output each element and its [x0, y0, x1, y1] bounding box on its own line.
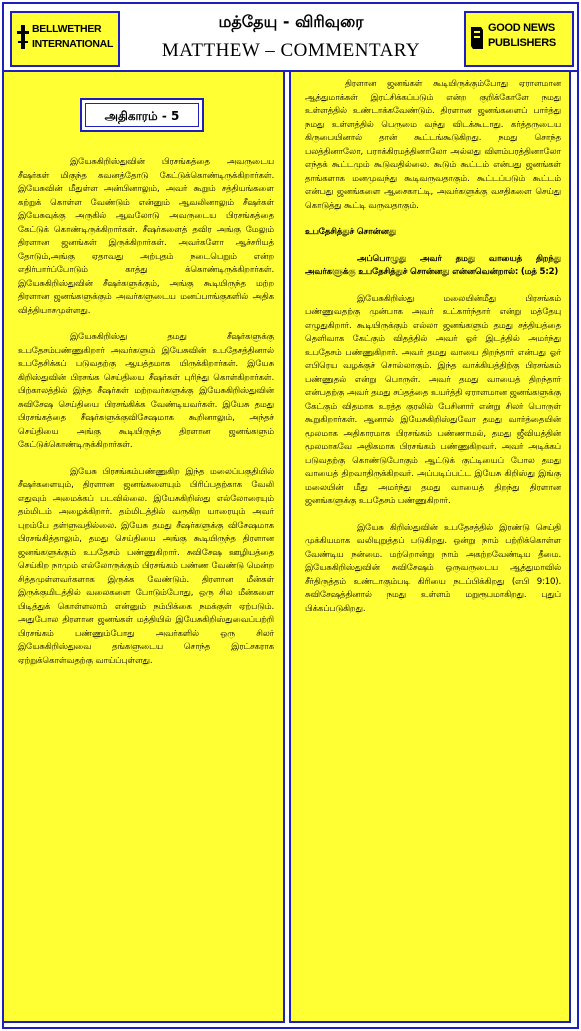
- good-news-logo-text: GOOD NEWS PUBLISHERS: [488, 22, 556, 49]
- left-column: [2, 70, 285, 1023]
- left-column-text: [18, 156, 274, 681]
- paragraph: திரளான ஜனங்கள் கூடியிருக்கும்போது ஏராளமான ஆத்துமாக்கள் இரட்சிக்கப்படும் என்ற குறிக்கோளே நமது உள்ளத்தில் உண்டாக்கவேண்டும். திரளான ஜனங்களைப் பார்த்து நமது உள்ளத்தில் பெருமை வந்து விடக்கூடாது. கர்த்தருடைய கிருபையினால் தான் கூட்டங்கூடுகிறது. நமது சொந்த பலத்தினாலோ, பராக்கிரமத்தினாலோ அல்லது விளம்பரத்தினாலோ எந்தக் கூட்டமும் கூடுவதில்லை. கூடும் கூட்டம் என்பது ஜனங்கள் தாங்களாக மனமுவந்து கூடிவருவதாகும். கூட்டப்படும் கூட்டம் என்பது ஜனங்களை ஆசைகாட்டி, அவர்களுக்கு வசதிகளை செய்து கொடுத்து கூட்டி வருவதாகும்.: [305, 79, 561, 211]
- bellwether-logo-text: BELLWETHER INTERNATIONAL: [32, 23, 114, 50]
- right-column-text: [305, 78, 561, 629]
- paragraph: இயேசுகிறிஸ்துவின் பிரசங்கத்தை அவருடைய சீஷர்கள் மிகுந்த கவனத்தோடு கேட்டுக்கொண்டிருக்கிறார்கள். இயேசுவின் மீதுள்ள அன்பினாலும், அவர் கூறும் சத்தியங்களை கற்றுக் கொள்ள வேண்டும் என்னும் ஆவலினாலும் சீஷர்கள் இயேசுவுக்கு அருகில் ஆவலோடு அவருடைய பிரசங்கத்தை கேட்டுக் கொண்டிருக்கிறார்கள். சீஷர்களைத் தவிர அங்கு மேலும் திரளான ஜனங்கள் இருக்கிறார்கள். அவர்களோ ஆச்சரியத் தோடும்,அங்கு ஏதாவது அற்புதம் நடைபெறும் என்ற எதிர்பார்ப்போடும் காத்து க்கொண்டிருக்கிறார்கள். இயேசுகிறிஸ்துவின் சீஷர்களுக்கும், அங்கு கூடியிருந்த மற்ற திரளான ஜனங்களுக்கும் அவர்களுடைய மனப்பாங்குகளில் அதிக வித்தியாசமுள்ளது.: [18, 157, 274, 316]
- paragraph: இயேசு கிறிஸ்துவின் உபதேசத்தில் இரண்டு செய்தி முக்கியமாக வலியுறுத்தப் படுகிறது. ஒன்று நாம் பற்றிக்கொள்ள வேண்டிய நன்மை. மற்றொன்று நாம் அகற்றவேண்டிய தீமை. இயேசுகிறிஸ்துவின் சுவிசேஷம் ஒருவருடைய ஆத்துமாவில் சீர்திருத்தம் உண்டாகும்படி கிரியை நடப்பிக்கிறது (எபி 9:10). சுவிசேஷத்தினால் நமது உள்ளம் மறுரூபமாகிறது. புதுப் பிக்கப்படுகிறது.: [305, 522, 561, 614]
- good-news-logo: [464, 11, 574, 67]
- chapter-label: அதிகாரம் - 5: [85, 103, 199, 127]
- good-news-emblem-icon: [470, 23, 484, 51]
- chapter-box: [80, 98, 204, 132]
- scripture-quote: அப்பொழுது அவர் தமது வாயைத் திறந்து அவர்களுக்கு உபதேசித்துச் சொன்னது என்னவென்றால்: (மத் 5:2): [305, 253, 561, 277]
- bellwether-emblem-icon: [16, 23, 30, 51]
- bellwether-logo: [10, 11, 120, 67]
- section-subheading: உபதேசித்துச் சொன்னது: [305, 227, 397, 237]
- paragraph: இயேசுகிறிஸ்து தமது சீஷர்களுக்கு உபதேசம்பண்ணுகிறார் அவர்களும் இயேசுவின் உபதேசத்தினால் உபதேசிக்கப் படுவதற்கு ஆயத்தமாக யிருக்கிறார்கள். இயேசு கிறிஸ்துவின் பிரசங்க செய்தியை சீஷர்கள் புரிந்து கொள்கிறார்கள். பிற்காலத்தில் இந்த சீஷர்கள் மற்றவர்களுக்கு இயேசுகிறிஸ்துவின் சுவிசேஷ செய்தியை பிரசங்கிக்க வேண்டியவர்கள். இயேசு தமது பிரசங்கத்தை சீஷர்களுக்குவிசேஷமாக கூறினாலும், அந்தச் செய்தியை அங்கு கூடியிருந்த திரளான ஜனங்களும் கேட்டுக்கொண்டிருக்கிறார்கள்.: [18, 332, 274, 450]
- right-column: [289, 70, 571, 1023]
- paragraph: இயேசு பிரசங்கம்பண்ணுகிற இந்த மலைப்பகுதியில் சீஷர்களையும், திரளான ஜனங்களையும் பிரிப்பதற்காக வேலி எதுவும் அமைக்கப் படவில்லை. இயேசுகிறிஸ்து எல்லோரையும் தம்மிடம் அழைக்கிறார். தம்மிடத்தில் வருகிற யாரையும் அவர் புறம்பே தள்ளுவதில்லை. இயேசு தமது சீஷர்களுக்கு விசேஷமாக பிரசங்கித்தாலும், தமது செய்தியை அங்கு கூடியிருந்த திரளான ஜனங்களுக்கும் உபதேசம் பண்ணுகிறார். சுவிசேஷ ஊழியத்தை செய்கிற நாமும் எல்லோருக்கும் பிரசங்கம் பண்ண வேண்டு மென்ற சித்தமுள்ளவர்களாக இருக்க வேண்டும். திரளான மீன்கள் இருக்குமிடத்தில் வலைகளை போடும்போது, ஒரு சில மீன்களை பிடித்துக் கொள்ளலாம் என்னும் நம்பிக்கை நமக்குள் ஏற்படும். அதுபோல திரளான ஜனங்கள் மத்தியில் இயேசுகிறிஸ்துவைப்பற்றி பிரசங்கம் பண்ணும்போது அவர்களில் ஒரு சிலர் இயேசுகிறிஸ்துவை தங்களுடைய சொந்த இரட்சகராக ஏற்றுக்கொள்வதற்கு வாய்ப்புள்ளது.: [18, 466, 274, 666]
- page-title-english: MATTHEW – COMMENTARY: [161, 40, 421, 61]
- header: [4, 4, 577, 72]
- paragraph: இயேசுகிறிஸ்து மலையின்மீது பிரசங்கம் பண்ணுவதற்கு முன்பாக அவர் உட்கார்ந்தார் என்று மத்தேயு எழுதுகிறார். கூடியிருக்கும் எல்லா ஜனங்களும் தமது சத்தியத்தை தெளிவாக கேட்கும் விதத்தில் அவர் ஓர் இடத்தில் அமர்ந்து உபதேசம் பண்ணுகிறார். அவர் தமது வாயை திறந்தார் என்பது ஓர் எபிரெய வழக்குச் சொல்லாகும். இந்த வாக்கியத்திற்கு பிரசங்கம் பண்ணுதல் என்று பொருள். அவர் தமது வாயைத் திறந்தார் என்பதற்கு அவர் தமது சப்தத்தை உயர்த்தி ஏராளமான ஜனங்களுக்கு கேட்கும் விதமாக உரத்த குரலில் பேசினார் என்று சிலர் பொருள் கூறுகிறார்கள். ஆனால் இயேசுகிறிஸ்துவோ தமது வார்த்தையின் மூலமாக அதிகாரமாக பிரசங்கம் பண்ணாமல், தமது ஜீவியத்தின் மூலமாகவே அதிகமாக பிரசங்கம் பண்ணுகிறவர். அவர் அடிக்கப் படுவதற்கு கொண்டுபோகும் ஆட்டுக் குட்டியைப் போல தமது வாயைத் திறவாதிருக்கிறவர். அப்படிப்பட்ட இயேசு கிறிஸ்து இங்கு மலையின் மீது அமர்ந்து தமது வாயைத் திறந்து திரளான ஜனங்களுக்கு உபதேசம் பண்ணுகிறார்.: [305, 293, 561, 506]
- page-title-tamil: மத்தேயு - விரிவுரை: [218, 12, 364, 31]
